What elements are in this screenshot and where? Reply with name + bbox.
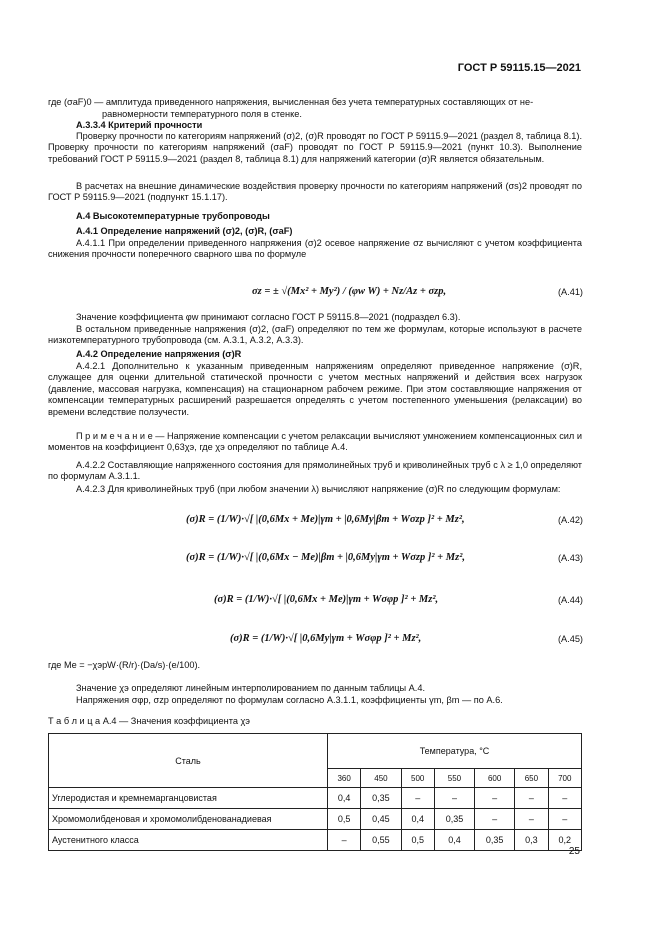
paragraph: А.4.1.1 При определении приведенного напряжения (σ)2 осевое напряжение σz вычисляют с учетом коэффициента снижения прочности поперечного сварного шва по формуле [48, 238, 582, 260]
section-heading: А.4.2 Определение напряжения (σ)R [76, 349, 242, 359]
equation-number: (A.41) [557, 287, 583, 297]
table-header-row [49, 734, 582, 769]
temp-cell: 550 [434, 769, 474, 788]
value-cell: 0,4 [328, 788, 361, 809]
value-cell: 0,35 [434, 809, 474, 830]
text-line: Значение коэффициента φw принимают согласно ГОСТ Р 59115.8—2021 (подраздел 6.3). [76, 312, 461, 322]
coefficient-table [48, 733, 582, 851]
text-line: Значение χэ определяют линейным интерполированием по данным таблицы А.4. [76, 683, 426, 693]
steel-header: Сталь [49, 734, 328, 788]
temp-cell: 700 [548, 769, 581, 788]
value-cell: – [515, 809, 548, 830]
value-cell: 0,35 [361, 788, 401, 809]
formula-a44: (σ)R = (1/W)·√[ |(0,6Mx + Me)|γm + Wσφp ]² + Mz², [214, 594, 439, 605]
temp-cell: 500 [401, 769, 434, 788]
steel-name: Углеродистая и кремнемарганцовистая [49, 788, 328, 809]
value-cell: 0,55 [361, 830, 401, 851]
temp-cell: 650 [515, 769, 548, 788]
section-heading: А.4.1 Определение напряжений (σ)2, (σ)R, (σaF) [76, 226, 293, 236]
value-cell: 0,45 [361, 809, 401, 830]
text-line: где (σaF)0 — амплитуда приведенного напряжения, вычисленная без учета температурных составляющих от не- [48, 97, 534, 107]
page-number: 25 [568, 846, 580, 857]
value-cell: 0,2 [548, 830, 581, 851]
section-heading: А.3.3.4 Критерий прочности [76, 120, 203, 130]
value-cell: 0,4 [401, 809, 434, 830]
paragraph: А.4.2.1 Дополнительно к указанным приведенным напряжениям определяют приведенное напряжение (σ)R, служащее для оценки длительной статической прочности с учетом местных напряжений и действия всех нагрузок (давление, массовая нагрузка, компенсация) на стационарном рабочем режиме. При этом составляющие напряжения от компенсации температурных расширений разрешается определять с учетом постепенного уменьшения (релаксации) во времени вследствие ползучести. [48, 361, 582, 417]
table-row [49, 809, 582, 830]
steel-name: Аустенитного класса [49, 830, 328, 851]
value-cell: – [515, 788, 548, 809]
table-caption: Т а б л и ц а А.4 — Значения коэффициента χэ [48, 716, 250, 726]
table-row [49, 788, 582, 809]
equation-number: (A.44) [557, 595, 583, 605]
value-cell: 0,35 [475, 830, 515, 851]
equation-number: (A.45) [557, 634, 583, 644]
temp-cell: 600 [475, 769, 515, 788]
note: П р и м е ч а н и е — Напряжение компенсации с учетом релаксации вычисляют умножением компенсационных сил и моментов на коэффициент 0,63χэ, где χэ определяют по таблице А.4. [48, 431, 582, 453]
value-cell: – [434, 788, 474, 809]
text-line: где Me = −χэpW·(R/r)·(Da/s)·(e/100). [48, 660, 201, 670]
value-cell: 0,5 [328, 809, 361, 830]
value-cell: 0,4 [434, 830, 474, 851]
section-heading: А.4 Высокотемпературные трубопроводы [76, 211, 270, 221]
temp-cell: 360 [328, 769, 361, 788]
formula-a42: (σ)R = (1/W)·√[ |(0,6Mx + Me)|γm + |0,6My|βm + Wσzp ]² + Mz², [186, 514, 465, 525]
table-row [49, 830, 582, 851]
text-line: Напряжения σφp, σzp определяют по формулам согласно А.3.1.1, коэффициенты γm, βm — по А.6. [76, 695, 503, 705]
value-cell: – [328, 830, 361, 851]
value-cell: – [475, 788, 515, 809]
text-line: равномерности температурного поля в стенке. [102, 109, 302, 119]
formula-a45: (σ)R = (1/W)·√[ |0,6My|γm + Wσφp ]² + Mz², [230, 633, 422, 644]
formula-a43: (σ)R = (1/W)·√[ |(0,6Mx − Me)|βm + |0,6My|γm + Wσzp ]² + Mz², [186, 552, 465, 563]
value-cell: – [401, 788, 434, 809]
value-cell: 0,5 [401, 830, 434, 851]
paragraph: Проверку прочности по категориям напряжений (σ)2, (σ)R проводят по ГОСТ Р 59115.9—2021 (раздел 8, таблица 8.1). Проверку прочности по категориям напряжений (σaF) проводят по ГОСТ Р 59115.9—2021 (пункт 10.3). Выполнение требований ГОСТ Р 59115.9—2021 (раздел 8, таблица 8.1) для напряжений категории (σ)R является обязательным. [48, 131, 582, 164]
value-cell: – [475, 809, 515, 830]
paragraph: А.4.2.3 Для криволинейных труб (при любом значении λ) вычисляют напряжение (σ)R по следующим формулам: [76, 484, 561, 494]
equation-number: (A.42) [557, 515, 583, 525]
value-cell: – [548, 788, 581, 809]
paragraph: В остальном приведенные напряжения (σ)2, (σaF) определяют по тем же формулам, которые используют в расчете низкотемпературного трубопровода (см. А.3.1, А.3.2, А.3.3). [48, 324, 582, 346]
temp-cell: 450 [361, 769, 401, 788]
formula-a41: σz = ± √(Mx² + My²) / (φw W) + Nz/Az + σzp, [252, 286, 447, 297]
paragraph: А.4.2.2 Составляющие напряженного состояния для прямолинейных труб и криволинейных труб с λ ≥ 1,0 определяют по формулам А.3.1.1. [48, 460, 582, 482]
steel-name: Хромомолибденовая и хромомолибденованадиевая [49, 809, 328, 830]
document-header: ГОСТ Р 59115.15—2021 [457, 62, 581, 74]
paragraph: В расчетах на внешние динамические воздействия проверку прочности по категориям напряжений (σs)2 проводят по ГОСТ Р 59115.9—2021 (подпункт 15.1.17). [48, 181, 582, 203]
temperature-header: Температура, °С [328, 734, 582, 769]
value-cell: – [548, 809, 581, 830]
value-cell: 0,3 [515, 830, 548, 851]
equation-number: (A.43) [557, 553, 583, 563]
